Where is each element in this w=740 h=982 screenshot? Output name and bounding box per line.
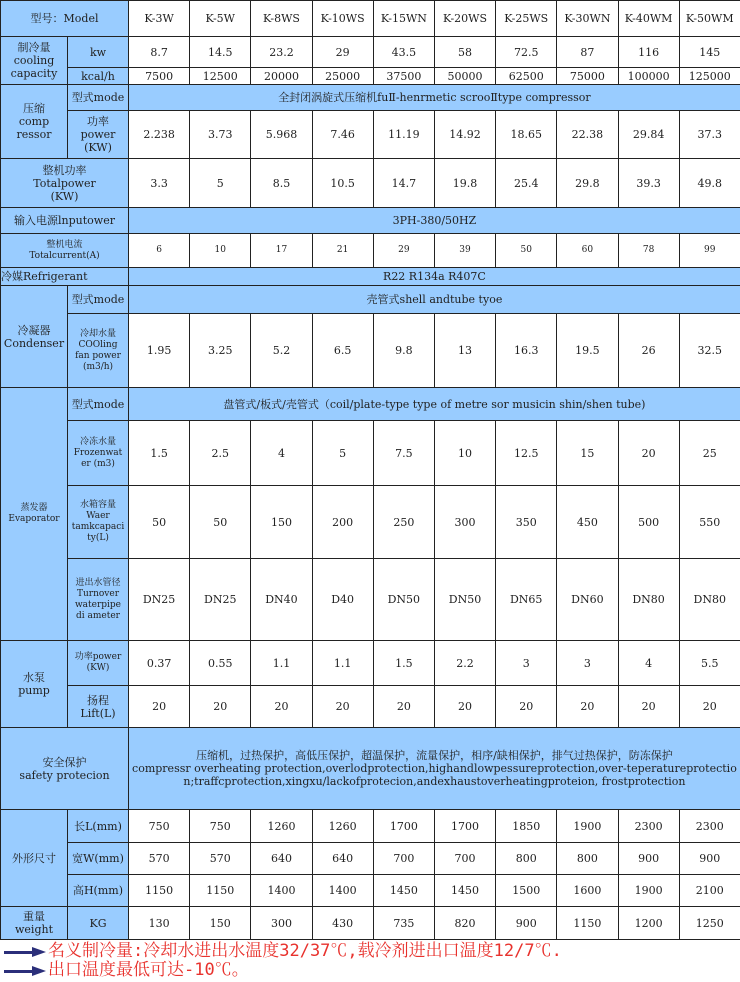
table-row bbox=[1, 486, 740, 559]
value-cell: 20 bbox=[496, 686, 557, 728]
value-cell: 1900 bbox=[557, 810, 618, 843]
value-cell: 640 bbox=[251, 843, 312, 875]
table-row bbox=[1, 875, 740, 907]
value-cell: 5.2 bbox=[251, 314, 312, 388]
value-cell: 200 bbox=[312, 486, 373, 559]
table-row bbox=[1, 810, 740, 843]
value-cell: 450 bbox=[557, 486, 618, 559]
value-cell: 150 bbox=[190, 907, 251, 940]
value-cell: 49.8 bbox=[679, 159, 740, 208]
model-cell: K-40WM bbox=[618, 1, 679, 37]
table-row bbox=[1, 686, 740, 728]
value-cell: 12500 bbox=[190, 68, 251, 85]
row-label: 型式mode bbox=[68, 286, 129, 314]
value-cell: 16.3 bbox=[496, 314, 557, 388]
value-cell: 21 bbox=[312, 234, 373, 268]
row-label: 冷却水量 COOling fan power (m3/h) bbox=[68, 314, 129, 388]
value-cell: 3.73 bbox=[190, 111, 251, 159]
table-row bbox=[1, 907, 740, 940]
value-cell: DN60 bbox=[557, 559, 618, 641]
value-cell: 87 bbox=[557, 37, 618, 68]
value-cell: DN80 bbox=[618, 559, 679, 641]
model-cell: K-3W bbox=[129, 1, 190, 37]
table-row bbox=[1, 85, 740, 111]
value-cell: 23.2 bbox=[251, 37, 312, 68]
value-cell: 3 bbox=[557, 641, 618, 686]
value-cell: 29 bbox=[312, 37, 373, 68]
value-cell: 500 bbox=[618, 486, 679, 559]
value-cell: 2.238 bbox=[129, 111, 190, 159]
value-cell: 75000 bbox=[557, 68, 618, 85]
model-cell: K-10WS bbox=[312, 1, 373, 37]
row-label: 蒸发器 Evaporator bbox=[1, 388, 68, 641]
value-cell: 20 bbox=[312, 686, 373, 728]
value-cell: 39 bbox=[434, 234, 495, 268]
value-cell: 250 bbox=[373, 486, 434, 559]
value-cell: 10 bbox=[434, 421, 495, 486]
value-cell: 72.5 bbox=[496, 37, 557, 68]
value-cell: 1260 bbox=[312, 810, 373, 843]
value-cell: 700 bbox=[434, 843, 495, 875]
value-cell: 60 bbox=[557, 234, 618, 268]
table-row bbox=[1, 388, 740, 421]
value-cell: 1600 bbox=[557, 875, 618, 907]
value-cell: 50000 bbox=[434, 68, 495, 85]
value-cell: 735 bbox=[373, 907, 434, 940]
row-label: 冷冻水量 Frozenwat er (m3) bbox=[68, 421, 129, 486]
table-row bbox=[1, 268, 740, 286]
span-cell: R22 R134a R407C bbox=[129, 268, 740, 286]
value-cell: 100000 bbox=[618, 68, 679, 85]
model-cell: K-50WM bbox=[679, 1, 740, 37]
span-cell: 全封闭涡旋式压缩机fuⅡ-henrmetic scrooⅡtype compressor bbox=[129, 85, 740, 111]
value-cell: 12.5 bbox=[496, 421, 557, 486]
value-cell: 7500 bbox=[129, 68, 190, 85]
value-cell: 5 bbox=[312, 421, 373, 486]
value-cell: 570 bbox=[190, 843, 251, 875]
value-cell: 900 bbox=[496, 907, 557, 940]
value-cell: 99 bbox=[679, 234, 740, 268]
value-cell: 0.37 bbox=[129, 641, 190, 686]
value-cell: DN65 bbox=[496, 559, 557, 641]
value-cell: 39.3 bbox=[618, 159, 679, 208]
value-cell: 11.19 bbox=[373, 111, 434, 159]
value-cell: 1500 bbox=[496, 875, 557, 907]
value-cell: 800 bbox=[496, 843, 557, 875]
value-cell: 14.5 bbox=[190, 37, 251, 68]
value-cell: 5 bbox=[190, 159, 251, 208]
model-cell: K-8WS bbox=[251, 1, 312, 37]
value-cell: 570 bbox=[129, 843, 190, 875]
table-row bbox=[1, 68, 740, 85]
span-cell: 压缩机，过热保护，高低压保护，超温保护，流量保护，相序/缺相保护，排气过热保护，防冻保护 compressr overheating protection,overlodprotection,highandlowpessureprotection,over-teperatureprotection;traffcprotection,xingxu/lackofprotecion,andexhaustoverheatingproteion, frostprotection bbox=[129, 728, 740, 810]
value-cell: 3.3 bbox=[129, 159, 190, 208]
value-cell: 1.5 bbox=[129, 421, 190, 486]
row-label: 型式mode bbox=[68, 85, 129, 111]
value-cell: 1200 bbox=[618, 907, 679, 940]
value-cell: 1450 bbox=[373, 875, 434, 907]
table-row bbox=[1, 559, 740, 641]
value-cell: 37.3 bbox=[679, 111, 740, 159]
value-cell: 19.5 bbox=[557, 314, 618, 388]
value-cell: 22.38 bbox=[557, 111, 618, 159]
row-label: 冷凝器 Condenser bbox=[1, 286, 68, 388]
row-label: kw bbox=[68, 37, 129, 68]
value-cell: 1150 bbox=[190, 875, 251, 907]
row-label: 型式mode bbox=[68, 388, 129, 421]
value-cell: 700 bbox=[373, 843, 434, 875]
row-label: 水箱容量 Waer tamkcapaci ty(L) bbox=[68, 486, 129, 559]
value-cell: 50 bbox=[190, 486, 251, 559]
value-cell: 300 bbox=[251, 907, 312, 940]
span-cell: 盘管式/板式/壳管式（coil/plate-type type of metre sor musicin shin/shen tube) bbox=[129, 388, 740, 421]
table-row bbox=[1, 314, 740, 388]
table-row bbox=[1, 641, 740, 686]
value-cell: 14.92 bbox=[434, 111, 495, 159]
row-label: 水泵 pump bbox=[1, 641, 68, 728]
row-label: 外形尺寸 bbox=[1, 810, 68, 907]
table-row bbox=[1, 843, 740, 875]
note-text: 出口温度最低可达-10℃。 bbox=[48, 961, 249, 980]
value-cell: DN25 bbox=[129, 559, 190, 641]
row-label: 整机功率 Totalpower (KW) bbox=[1, 159, 129, 208]
note-text: 名义制冷量:冷却水进出水温度32/37℃,载冷剂进出口温度12/7℃. bbox=[48, 942, 562, 961]
value-cell: 2.2 bbox=[434, 641, 495, 686]
value-cell: 17 bbox=[251, 234, 312, 268]
value-cell: 7.46 bbox=[312, 111, 373, 159]
row-label: 进出水管径 Turnover waterpipe di ameter bbox=[68, 559, 129, 641]
value-cell: 26 bbox=[618, 314, 679, 388]
value-cell: 350 bbox=[496, 486, 557, 559]
value-cell: 25.4 bbox=[496, 159, 557, 208]
value-cell: 5.5 bbox=[679, 641, 740, 686]
value-cell: 4 bbox=[618, 641, 679, 686]
value-cell: 29 bbox=[373, 234, 434, 268]
row-label: 长L(mm) bbox=[68, 810, 129, 843]
value-cell: DN80 bbox=[679, 559, 740, 641]
value-cell: 3.25 bbox=[190, 314, 251, 388]
model-cell: K-15WN bbox=[373, 1, 434, 37]
value-cell: DN50 bbox=[373, 559, 434, 641]
value-cell: 1900 bbox=[618, 875, 679, 907]
value-cell: D40 bbox=[312, 559, 373, 641]
span-cell: 3PH-380/50HZ bbox=[129, 208, 740, 234]
model-cell: K-20WS bbox=[434, 1, 495, 37]
value-cell: DN50 bbox=[434, 559, 495, 641]
table-row bbox=[1, 286, 740, 314]
note-1 bbox=[4, 942, 736, 961]
value-cell: 145 bbox=[679, 37, 740, 68]
value-cell: 900 bbox=[679, 843, 740, 875]
value-cell: 6.5 bbox=[312, 314, 373, 388]
value-cell: 3 bbox=[496, 641, 557, 686]
value-cell: 62500 bbox=[496, 68, 557, 85]
value-cell: 1700 bbox=[373, 810, 434, 843]
value-cell: 20 bbox=[618, 421, 679, 486]
value-cell: 1400 bbox=[251, 875, 312, 907]
value-cell: DN25 bbox=[190, 559, 251, 641]
value-cell: 19.8 bbox=[434, 159, 495, 208]
value-cell: 1.95 bbox=[129, 314, 190, 388]
model-cell: K-30WN bbox=[557, 1, 618, 37]
value-cell: 820 bbox=[434, 907, 495, 940]
value-cell: 8.5 bbox=[251, 159, 312, 208]
value-cell: 640 bbox=[312, 843, 373, 875]
value-cell: 78 bbox=[618, 234, 679, 268]
row-label: KG bbox=[68, 907, 129, 940]
value-cell: 130 bbox=[129, 907, 190, 940]
value-cell: 20 bbox=[251, 686, 312, 728]
table-row bbox=[1, 37, 740, 68]
value-cell: 1400 bbox=[312, 875, 373, 907]
value-cell: 750 bbox=[129, 810, 190, 843]
row-label: kcal/h bbox=[68, 68, 129, 85]
value-cell: 58 bbox=[434, 37, 495, 68]
row-label: 重量 weight bbox=[1, 907, 68, 940]
value-cell: 2300 bbox=[679, 810, 740, 843]
row-label: 输入电源lnputower bbox=[1, 208, 129, 234]
value-cell: 5.968 bbox=[251, 111, 312, 159]
value-cell: 2300 bbox=[618, 810, 679, 843]
value-cell: 750 bbox=[190, 810, 251, 843]
value-cell: 8.7 bbox=[129, 37, 190, 68]
value-cell: 43.5 bbox=[373, 37, 434, 68]
value-cell: 15 bbox=[557, 421, 618, 486]
value-cell: 20 bbox=[618, 686, 679, 728]
table-row bbox=[1, 421, 740, 486]
arrow-icon bbox=[4, 947, 46, 957]
value-cell: 20 bbox=[434, 686, 495, 728]
value-cell: 900 bbox=[618, 843, 679, 875]
value-cell: 37500 bbox=[373, 68, 434, 85]
value-cell: 13 bbox=[434, 314, 495, 388]
value-cell: 29.8 bbox=[557, 159, 618, 208]
model-cell: K-5W bbox=[190, 1, 251, 37]
value-cell: 18.65 bbox=[496, 111, 557, 159]
value-cell: 1.5 bbox=[373, 641, 434, 686]
value-cell: 125000 bbox=[679, 68, 740, 85]
value-cell: DN40 bbox=[251, 559, 312, 641]
value-cell: 50 bbox=[496, 234, 557, 268]
value-cell: 50 bbox=[129, 486, 190, 559]
value-cell: 25000 bbox=[312, 68, 373, 85]
row-label: 安全保护 safety protecion bbox=[1, 728, 129, 810]
value-cell: 300 bbox=[434, 486, 495, 559]
value-cell: 25 bbox=[679, 421, 740, 486]
value-cell: 2100 bbox=[679, 875, 740, 907]
header-label: 型号：Model bbox=[1, 1, 129, 37]
row-label: 宽W(mm) bbox=[68, 843, 129, 875]
value-cell: 2.5 bbox=[190, 421, 251, 486]
value-cell: 150 bbox=[251, 486, 312, 559]
arrow-icon bbox=[4, 966, 46, 976]
table-row bbox=[1, 159, 740, 208]
value-cell: 1260 bbox=[251, 810, 312, 843]
value-cell: 6 bbox=[129, 234, 190, 268]
value-cell: 1.1 bbox=[251, 641, 312, 686]
row-label: 功率power (KW) bbox=[68, 641, 129, 686]
row-label: 高H(mm) bbox=[68, 875, 129, 907]
row-label: 功率 power (KW) bbox=[68, 111, 129, 159]
value-cell: 116 bbox=[618, 37, 679, 68]
value-cell: 1850 bbox=[496, 810, 557, 843]
value-cell: 1700 bbox=[434, 810, 495, 843]
value-cell: 9.8 bbox=[373, 314, 434, 388]
value-cell: 20 bbox=[373, 686, 434, 728]
row-label: 制冷量 cooling capacity bbox=[1, 37, 68, 85]
value-cell: 29.84 bbox=[618, 111, 679, 159]
table-row bbox=[1, 728, 740, 810]
row-label: 扬程 Lift(L) bbox=[68, 686, 129, 728]
table-row bbox=[1, 208, 740, 234]
value-cell: 32.5 bbox=[679, 314, 740, 388]
row-label: 整机电流 Totalcurrent(A) bbox=[1, 234, 129, 268]
value-cell: 10.5 bbox=[312, 159, 373, 208]
value-cell: 20 bbox=[557, 686, 618, 728]
value-cell: 20 bbox=[190, 686, 251, 728]
value-cell: 550 bbox=[679, 486, 740, 559]
value-cell: 7.5 bbox=[373, 421, 434, 486]
note-2 bbox=[4, 961, 736, 980]
value-cell: 20 bbox=[129, 686, 190, 728]
value-cell: 0.55 bbox=[190, 641, 251, 686]
model-cell: K-25WS bbox=[496, 1, 557, 37]
value-cell: 14.7 bbox=[373, 159, 434, 208]
span-cell: 壳管式shell andtube tyoe bbox=[129, 286, 740, 314]
value-cell: 10 bbox=[190, 234, 251, 268]
row-label: 冷媒Refrigerant bbox=[1, 268, 129, 286]
value-cell: 20 bbox=[679, 686, 740, 728]
table-row bbox=[1, 234, 740, 268]
value-cell: 20000 bbox=[251, 68, 312, 85]
row-label: 压缩 comp ressor bbox=[1, 85, 68, 159]
value-cell: 1150 bbox=[557, 907, 618, 940]
value-cell: 1.1 bbox=[312, 641, 373, 686]
value-cell: 1150 bbox=[129, 875, 190, 907]
value-cell: 4 bbox=[251, 421, 312, 486]
notes bbox=[0, 940, 740, 982]
value-cell: 1450 bbox=[434, 875, 495, 907]
value-cell: 430 bbox=[312, 907, 373, 940]
value-cell: 1250 bbox=[679, 907, 740, 940]
header-row bbox=[1, 1, 740, 37]
value-cell: 800 bbox=[557, 843, 618, 875]
table-row bbox=[1, 111, 740, 159]
